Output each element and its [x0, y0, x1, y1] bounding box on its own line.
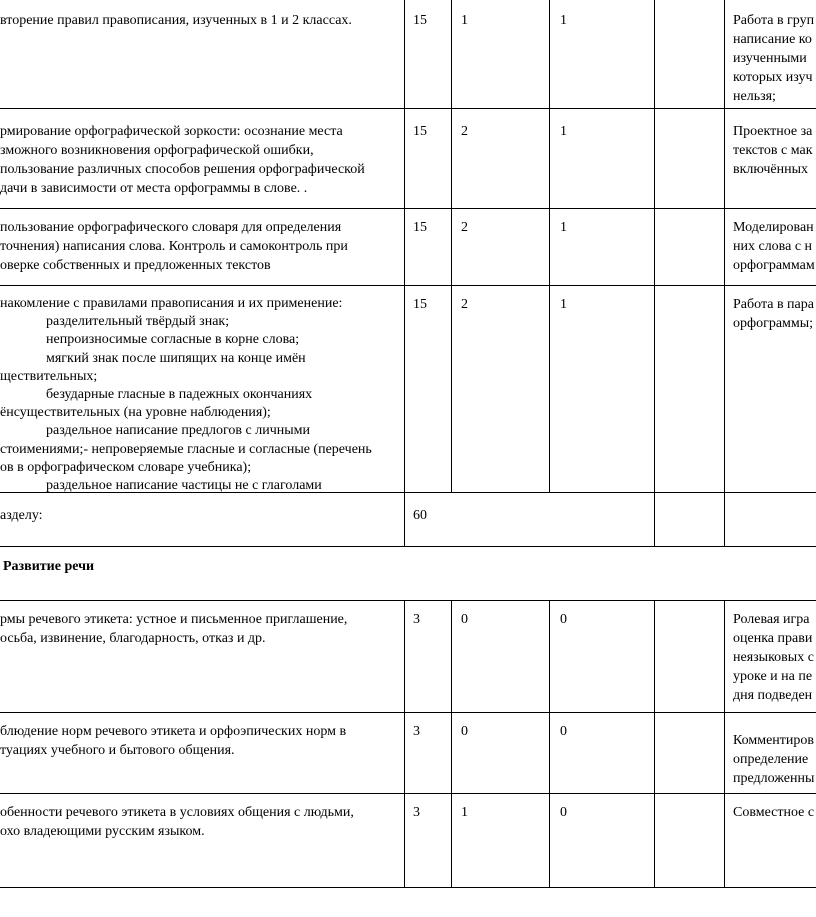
topic-cell: [0, 122, 365, 198]
hours-cell: 3: [413, 724, 420, 739]
activity-cell: [733, 803, 814, 822]
topic-line: непроизносимые согласные в корне слова;: [46, 332, 300, 348]
topic-line: рмирование орфографической зоркости: осознание места: [0, 124, 343, 139]
col2-cell: 2: [461, 297, 468, 312]
hours-cell: 15: [413, 297, 427, 312]
col3-cell: 0: [560, 805, 567, 820]
col3-cell: 0: [560, 612, 567, 627]
topic-cell: [0, 722, 346, 760]
row-divider: [0, 712, 816, 713]
row-divider: [0, 108, 816, 109]
topic-line: безударные гласные в падежных окончаниях: [46, 387, 313, 403]
col3-cell: 1: [560, 297, 567, 312]
total-hours: 60: [413, 508, 427, 523]
topic-line: вторение правил правописания, изученных в 1 и 2 классах.: [0, 13, 352, 28]
col2-cell: 2: [461, 220, 468, 235]
topic-line: блюдение норм речевого этикета и орфоэпических норм в: [0, 724, 347, 739]
topic-line: точнения) написания слова. Контроль и самоконтроль при: [0, 239, 348, 254]
activity-line: Ролевая игра: [733, 612, 810, 627]
topic-line: раздельное написание предлогов с личными: [46, 423, 310, 439]
table-bottom-border: [0, 887, 816, 888]
topic-line: зможного возникновения орфографической ошибки,: [0, 143, 314, 158]
topic-line: ов в орфографическом словаре учебника);: [0, 459, 252, 475]
topic-cell: [0, 803, 354, 841]
topic-line: пользование различных способов решения орфографической: [0, 162, 365, 177]
activity-line: Комментиров: [733, 733, 815, 748]
topic-line: стоимениями;- непроверяемые гласные и согласные (перечень: [0, 441, 372, 457]
topic-line: осьба, извинение, благодарность, отказ и др.: [0, 631, 266, 646]
activity-line: текстов с мак: [733, 143, 813, 158]
activity-line: Работа в груп: [733, 13, 815, 28]
topic-line: ёнсуществительных (на уровне наблюдения);: [0, 405, 271, 421]
column-divider: [724, 0, 725, 547]
topic-line: накомление с правилами правописания и их применение:: [0, 296, 343, 311]
column-divider: [404, 600, 405, 888]
activity-line: Работа в пара: [733, 297, 814, 312]
topic-line: дачи в зависимости от места орфограммы в слове. .: [0, 181, 308, 196]
activity-cell: [733, 218, 815, 275]
column-divider: [654, 600, 655, 888]
topic-line: пользование орфографического словаря для определения: [0, 220, 342, 235]
topic-line: обенности речевого этикета в условиях общения с людьми,: [0, 805, 354, 820]
hours-cell: 15: [413, 220, 427, 235]
topic-line: туациях учебного и бытового общения.: [0, 743, 235, 758]
activity-line: них слова с н: [733, 239, 813, 254]
hours-cell: 15: [413, 13, 427, 28]
col3-cell: 0: [560, 724, 567, 739]
activity-line: изученными: [733, 51, 807, 66]
column-divider: [404, 0, 405, 547]
col2-cell: 1: [461, 13, 468, 28]
column-divider: [549, 600, 550, 888]
table-bottom-border: [0, 546, 816, 547]
hours-cell: 3: [413, 805, 420, 820]
col2-cell: 2: [461, 124, 468, 139]
activity-line: включённых: [733, 162, 808, 177]
col2-cell: 0: [461, 612, 468, 627]
column-divider: [549, 0, 550, 493]
topic-line: разделительный твёрдый знак;: [46, 314, 230, 330]
activity-line: нельзя;: [733, 89, 776, 104]
topic-line: мягкий знак после шипящих на конце имён: [46, 350, 306, 366]
topic-line: охо владеющими русским языком.: [0, 824, 205, 839]
topic-cell: [0, 11, 352, 30]
activity-cell: [733, 295, 814, 333]
hours-cell: 15: [413, 124, 427, 139]
topic-line: рмы речевого этикета: устное и письменное приглашение,: [0, 612, 348, 627]
activity-cell: [733, 122, 813, 179]
column-divider: [724, 600, 725, 888]
topic-cell: [0, 610, 347, 648]
col3-cell: 1: [560, 124, 567, 139]
column-divider: [451, 0, 452, 493]
col2-cell: 0: [461, 724, 468, 739]
activity-line: дня подведен: [733, 688, 813, 703]
table-top-border: [0, 600, 816, 601]
topic-line: раздельное написание частицы не с глаголами: [46, 478, 322, 494]
column-divider: [451, 600, 452, 888]
activity-line: орфограммы;: [733, 316, 814, 331]
activity-line: которых изуч: [733, 70, 813, 85]
col3-cell: 1: [560, 13, 567, 28]
activity-line: определение: [733, 752, 809, 767]
col2-cell: 1: [461, 805, 468, 820]
activity-line: оценка прави: [733, 631, 813, 646]
activity-line: Моделирован: [733, 220, 814, 235]
activity-cell: [733, 610, 814, 705]
activity-cell: [733, 731, 814, 788]
activity-line: орфограммам: [733, 258, 815, 273]
activity-line: уроке и на пе: [733, 669, 813, 684]
row-divider: [0, 793, 816, 794]
hours-cell: 3: [413, 612, 420, 627]
topic-line: ществительных;: [0, 368, 98, 384]
activity-line: предложенны: [733, 771, 815, 786]
row-divider: [0, 285, 816, 286]
topic-line: оверке собственных и предложенных текстов: [0, 258, 271, 273]
topic-cell: [0, 218, 348, 275]
activity-line: Совместное с: [733, 805, 815, 820]
section-title: Развитие речи: [3, 559, 95, 574]
activity-cell: [733, 11, 814, 106]
activity-line: Проектное за: [733, 124, 813, 139]
topic-cell: [0, 295, 372, 495]
col3-cell: 1: [560, 220, 567, 235]
activity-line: написание ко: [733, 32, 812, 47]
column-divider: [654, 0, 655, 547]
activity-line: неязыковых с: [733, 650, 814, 665]
row-divider: [0, 208, 816, 209]
total-label: азделу:: [0, 508, 43, 523]
